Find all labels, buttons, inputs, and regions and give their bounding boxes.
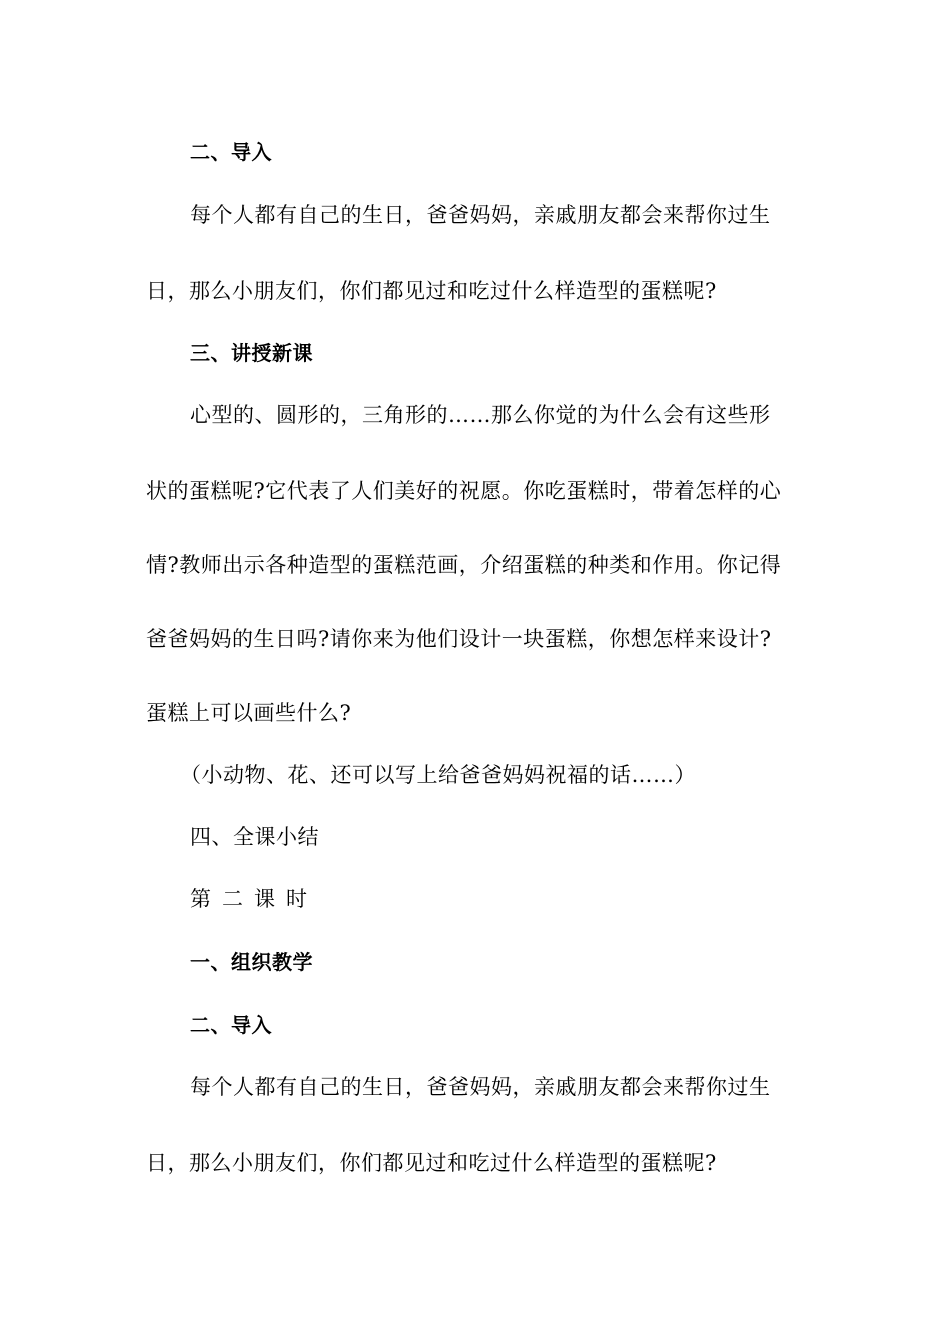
section-heading-summary: 四、全课小结 — [190, 825, 319, 849]
paragraph-line: 日，那么小朋友们，你们都见过和吃过什么样造型的蛋糕呢? — [146, 1151, 717, 1175]
paragraph-line: 心型的、圆形的，三角形的……那么你觉的为什么会有这些形 — [190, 403, 771, 427]
section-heading-organize: 一、组织教学 — [190, 950, 313, 974]
paragraph-line: （小动物、花、还可以写上给爸爸妈妈祝福的话……） — [180, 763, 696, 787]
section-heading-intro-2: 二、导入 — [190, 1013, 272, 1037]
paragraph-line: 日，那么小朋友们，你们都见过和吃过什么样造型的蛋糕呢? — [146, 279, 717, 303]
section-heading-new-lesson: 三、讲授新课 — [190, 341, 313, 365]
section-heading-intro: 二、导入 — [190, 140, 272, 164]
paragraph-line: 每个人都有自己的生日，爸爸妈妈，亲戚朋友都会来帮你过生 — [190, 1075, 771, 1099]
paragraph-line: 爸爸妈妈的生日吗?请你来为他们设计一块蛋糕，你想怎样来设计? — [146, 627, 772, 651]
paragraph-line: 状的蛋糕呢?它代表了人们美好的祝愿。你吃蛋糕时，带着怎样的心 — [146, 479, 782, 503]
paragraph-line: 每个人都有自己的生日，爸爸妈妈，亲戚朋友都会来帮你过生 — [190, 203, 771, 227]
lesson-period-title: 第二课时 — [190, 887, 318, 911]
paragraph-line: 情?教师出示各种造型的蛋糕范画，介绍蛋糕的种类和作用。你记得 — [146, 553, 782, 577]
paragraph-line: 蛋糕上可以画些什么? — [146, 701, 352, 725]
